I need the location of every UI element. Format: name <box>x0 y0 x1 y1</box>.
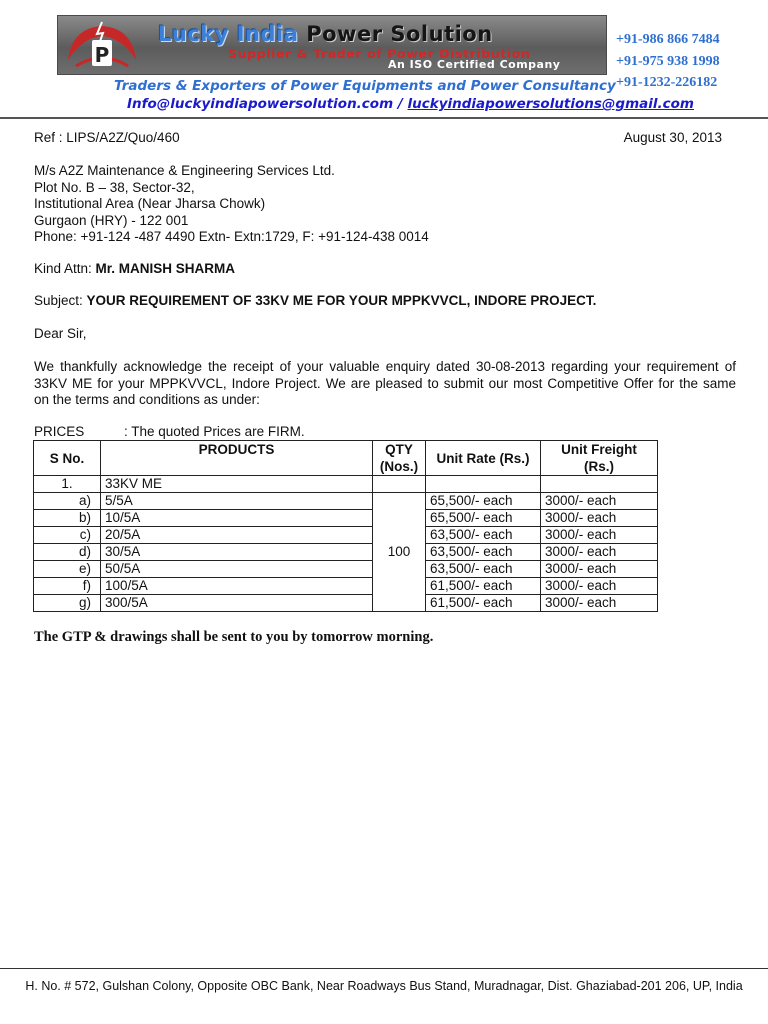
table-row <box>34 493 658 510</box>
subject-text: YOUR REQUIREMENT OF 33KV ME FOR YOUR MPPKVVCL, INDORE PROJECT. <box>86 293 597 308</box>
row-product: 20/5A <box>101 527 373 544</box>
row-rate: 63,500/- each <box>426 561 541 578</box>
kind-attention <box>34 261 235 278</box>
letter-date: August 30, 2013 <box>623 130 722 145</box>
row-freight: 3000/- each <box>541 595 658 612</box>
column-header-qty <box>373 441 426 476</box>
row-sno: f) <box>34 578 101 595</box>
row-qty-empty <box>373 476 426 493</box>
recipient-address <box>34 163 429 246</box>
address-line: M/s A2Z Maintenance & Engineering Services Ltd. <box>34 163 335 178</box>
table-header-row <box>34 441 658 476</box>
closing-note: The GTP & drawings shall be sent to you by tomorrow morning. <box>34 629 434 645</box>
row-product: 10/5A <box>101 510 373 527</box>
salutation: Dear Sir, <box>34 326 87 341</box>
table-row <box>34 476 658 493</box>
letterhead-banner <box>57 15 607 75</box>
body-line: on the terms and conditions as under: <box>34 392 260 407</box>
row-sno: e) <box>34 561 101 578</box>
row-rate: 65,500/- each <box>426 493 541 510</box>
business-description: Traders & Exporters of Power Equipments and Power Consultancy <box>114 78 616 94</box>
prices-terms: : The quoted Prices are FIRM. <box>124 424 305 439</box>
row-product: 300/5A <box>101 595 373 612</box>
row-freight: 3000/- each <box>541 493 658 510</box>
table-row <box>34 527 658 544</box>
reference-number: Ref : LIPS/A2Z/Quo/460 <box>34 130 180 145</box>
row-product: 5/5A <box>101 493 373 510</box>
row-freight: 3000/- each <box>541 578 658 595</box>
row-rate-empty <box>426 476 541 493</box>
row-product: 33KV ME <box>101 476 373 493</box>
row-product: 50/5A <box>101 561 373 578</box>
email-link-info[interactable]: Info@luckyindiapowersolution.com <box>127 96 394 112</box>
row-rate: 65,500/- each <box>426 510 541 527</box>
row-freight-empty <box>541 476 658 493</box>
row-rate: 61,500/- each <box>426 595 541 612</box>
row-sno: d) <box>34 544 101 561</box>
attn-label: Kind Attn: <box>34 261 96 276</box>
email-separator: / <box>393 96 408 112</box>
row-sno: c) <box>34 527 101 544</box>
email-link-gmail[interactable]: luckyindiapowersolutions@gmail.com <box>407 96 694 112</box>
row-sno: a) <box>34 493 101 510</box>
header-divider <box>0 117 768 119</box>
phone-number-3: +91-1232-226182 <box>616 75 718 90</box>
row-product: 30/5A <box>101 544 373 561</box>
subject-line <box>34 293 596 310</box>
attn-name: Mr. MANISH SHARMA <box>95 261 236 276</box>
address-line: Gurgaon (HRY) - 122 001 <box>34 212 189 228</box>
body-line: We thankfully acknowledge the receipt of your valuable enquiry dated 30-08-2013 regarding your requirement of <box>34 359 736 374</box>
column-header-products: PRODUCTS <box>101 441 373 476</box>
freight-header-line1: Unit Freight <box>561 442 637 457</box>
row-freight: 3000/- each <box>541 544 658 561</box>
qty-header-line2: (Nos.) <box>379 459 419 474</box>
svg-text:P: P <box>94 43 110 67</box>
column-header-unit-rate: Unit Rate (Rs.) <box>426 441 541 476</box>
company-tagline: Supplier & Trader of Power Distribution <box>228 46 531 61</box>
row-freight: 3000/- each <box>541 527 658 544</box>
body-line: 33KV ME for your MPPKVVCL, Indore Project. We are pleased to submit our most Competitive Offer for the same <box>34 375 736 391</box>
column-header-unit-freight <box>541 441 658 476</box>
address-line: Phone: +91-124 -487 4490 Extn- Extn:1729, F: +91-124-438 0014 <box>34 229 429 244</box>
column-header-sno: S No. <box>34 441 101 476</box>
address-line: Institutional Area (Near Jharsa Chowk) <box>34 196 266 211</box>
table-row <box>34 578 658 595</box>
phone-number-2: +91-975 938 1998 <box>616 53 720 69</box>
row-sno: b) <box>34 510 101 527</box>
row-product: 100/5A <box>101 578 373 595</box>
email-line <box>127 95 694 113</box>
phone-numbers <box>616 29 756 94</box>
table-row <box>34 595 658 612</box>
company-name <box>158 22 493 46</box>
row-sno: 1. <box>34 476 101 493</box>
row-rate: 63,500/- each <box>426 527 541 544</box>
table-row <box>34 544 658 561</box>
iso-certified-text: An ISO Certified Company <box>388 58 561 71</box>
row-rate: 63,500/- each <box>426 544 541 561</box>
phone-number-1: +91-986 866 7484 <box>616 32 720 47</box>
freight-header-line2: (Rs.) <box>584 459 614 474</box>
footer-address: H. No. # 572, Gulshan Colony, Opposite OBC Bank, Near Roadways Bus Stand, Muradnagar, Dist. Ghaziabad-201 206, UP, India <box>25 979 743 993</box>
row-freight: 3000/- each <box>541 510 658 527</box>
address-line: Plot No. B – 38, Sector-32, <box>34 179 195 195</box>
prices-label: PRICES <box>34 424 85 439</box>
company-name-part1: Lucky India <box>158 22 299 46</box>
price-table <box>33 440 658 612</box>
letter-body <box>34 359 736 409</box>
lips-logo-icon <box>62 20 142 72</box>
subject-label: Subject: <box>34 293 87 308</box>
row-freight: 3000/- each <box>541 561 658 578</box>
row-rate: 61,500/- each <box>426 578 541 595</box>
table-row <box>34 561 658 578</box>
row-sno: g) <box>34 595 101 612</box>
footer-divider <box>0 968 768 969</box>
qty-header-line1: QTY <box>385 442 413 457</box>
row-qty: 100 <box>373 493 426 612</box>
company-name-part2: Power Solution <box>306 22 493 46</box>
table-row <box>34 510 658 527</box>
